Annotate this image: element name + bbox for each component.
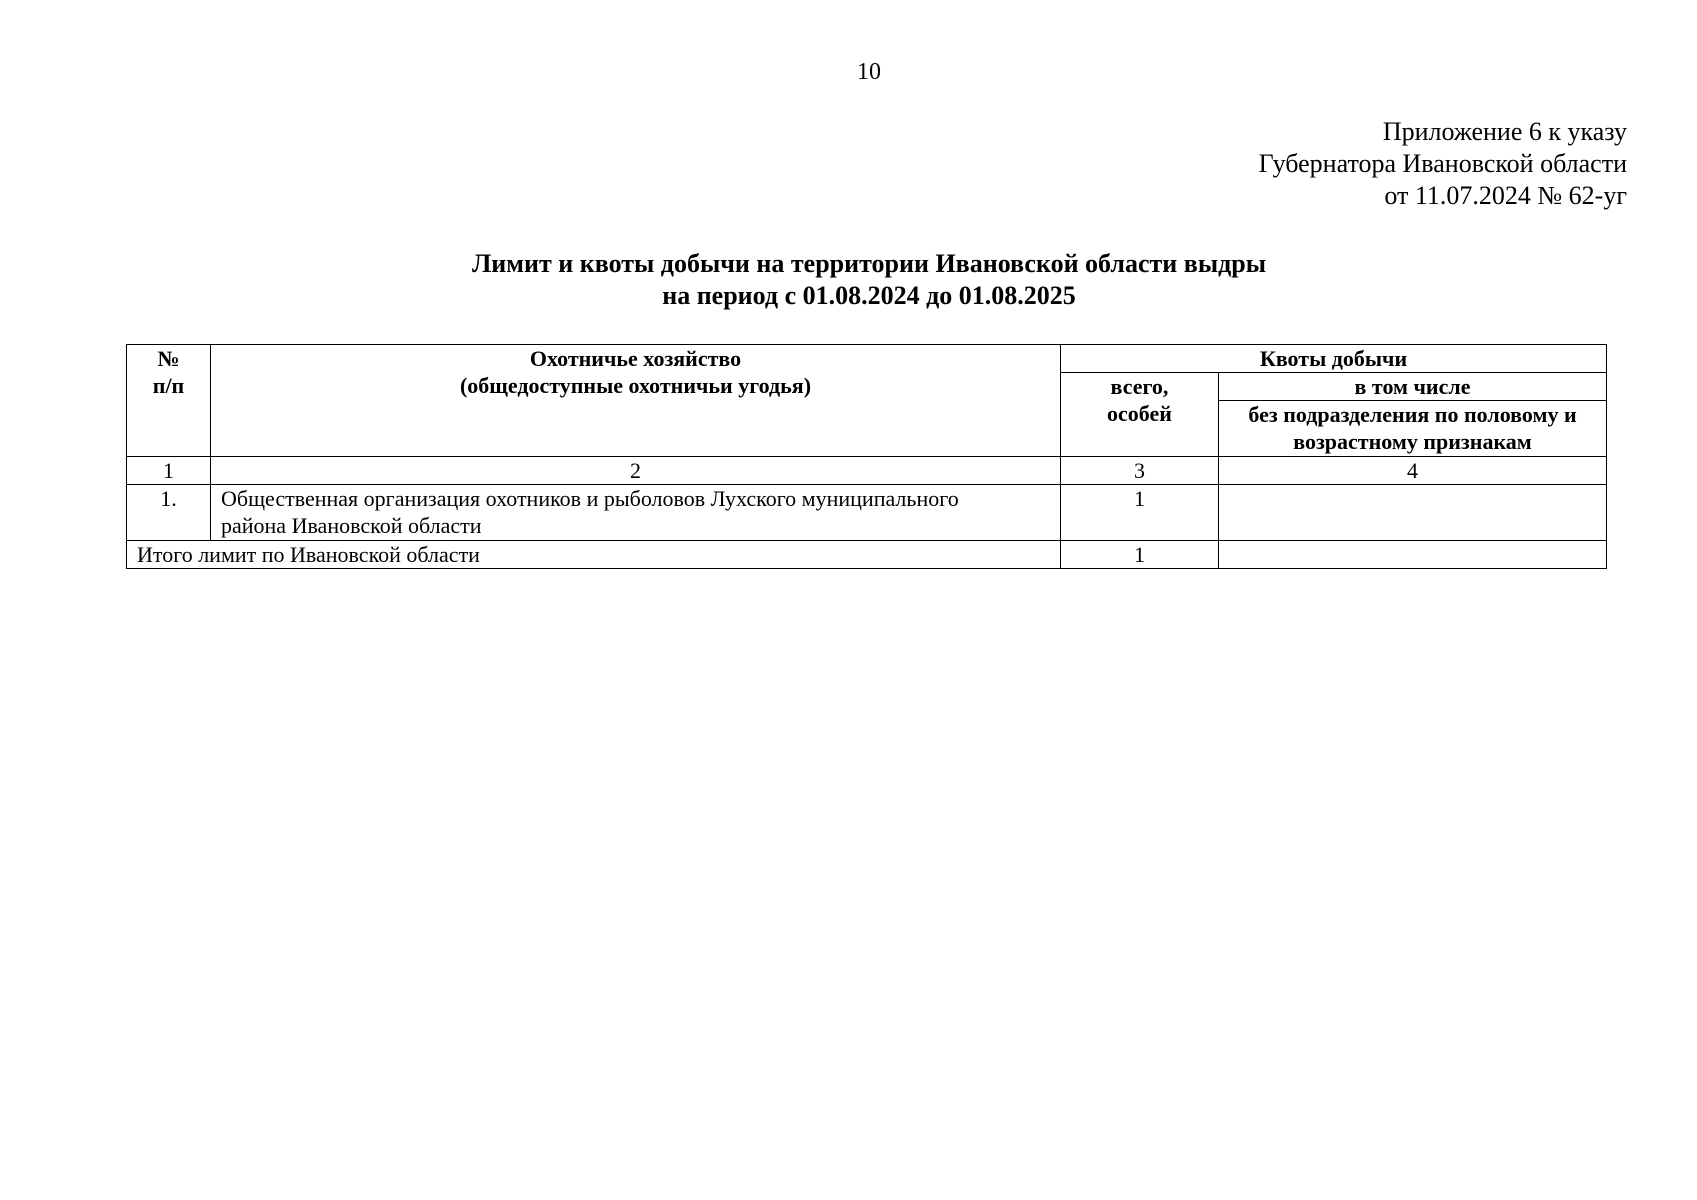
header-no-division-line-2: возрастному признакам [1293,429,1532,454]
row-farm-line-2: района Ивановской области [221,513,482,538]
header-num-line-1: № [157,346,180,371]
column-number: 1 [127,457,211,485]
header-total-line-2: особей [1107,401,1172,426]
appendix-line-3: от 11.07.2024 № 62-уг [1384,181,1627,210]
header-no-division [1219,401,1607,457]
header-farm-line-2: (общедоступные охотничьи угодья) [459,373,812,398]
appendix-block [1259,116,1627,212]
document-title-line-2: на период с 01.08.2024 до 01.08.2025 [662,281,1076,310]
header-farm-line-1: Охотничье хозяйство [529,346,742,371]
row-farm-line-1: Общественная организация охотников и рыболовов Лухского муниципального [221,486,959,511]
total-value: 1 [1061,541,1219,569]
total-no-division [1219,541,1607,569]
row-num: 1. [127,485,211,541]
header-total [1061,373,1219,457]
row-total: 1 [1061,485,1219,541]
header-num-line-2: п/п [152,373,185,398]
column-number: 3 [1061,457,1219,485]
table-row [127,485,1607,541]
header-no-division-line-1: без подразделения по половому и [1248,402,1577,427]
document-title-line-1: Лимит и квоты добычи на территории Ивановской области выдры [471,249,1267,278]
column-number: 4 [1219,457,1607,485]
document-title [0,248,1697,312]
row-farm [211,485,1061,541]
row-no-division [1219,485,1607,541]
header-total-line-1: всего, [1110,374,1169,399]
appendix-line-1: Приложение 6 к указу [1382,117,1627,146]
header-quotas: Квоты добычи [1061,345,1607,373]
header-num [127,345,211,457]
page-number: 10 [857,59,881,85]
column-number: 2 [211,457,1061,485]
total-label: Итого лимит по Ивановской области [127,541,1061,569]
header-including: в том числе [1219,373,1607,401]
quota-table [126,344,1607,569]
total-row [127,541,1607,569]
column-number-row [127,457,1607,485]
appendix-line-2: Губернатора Ивановской области [1258,149,1627,178]
header-row-1 [127,345,1607,373]
header-farm [211,345,1061,457]
